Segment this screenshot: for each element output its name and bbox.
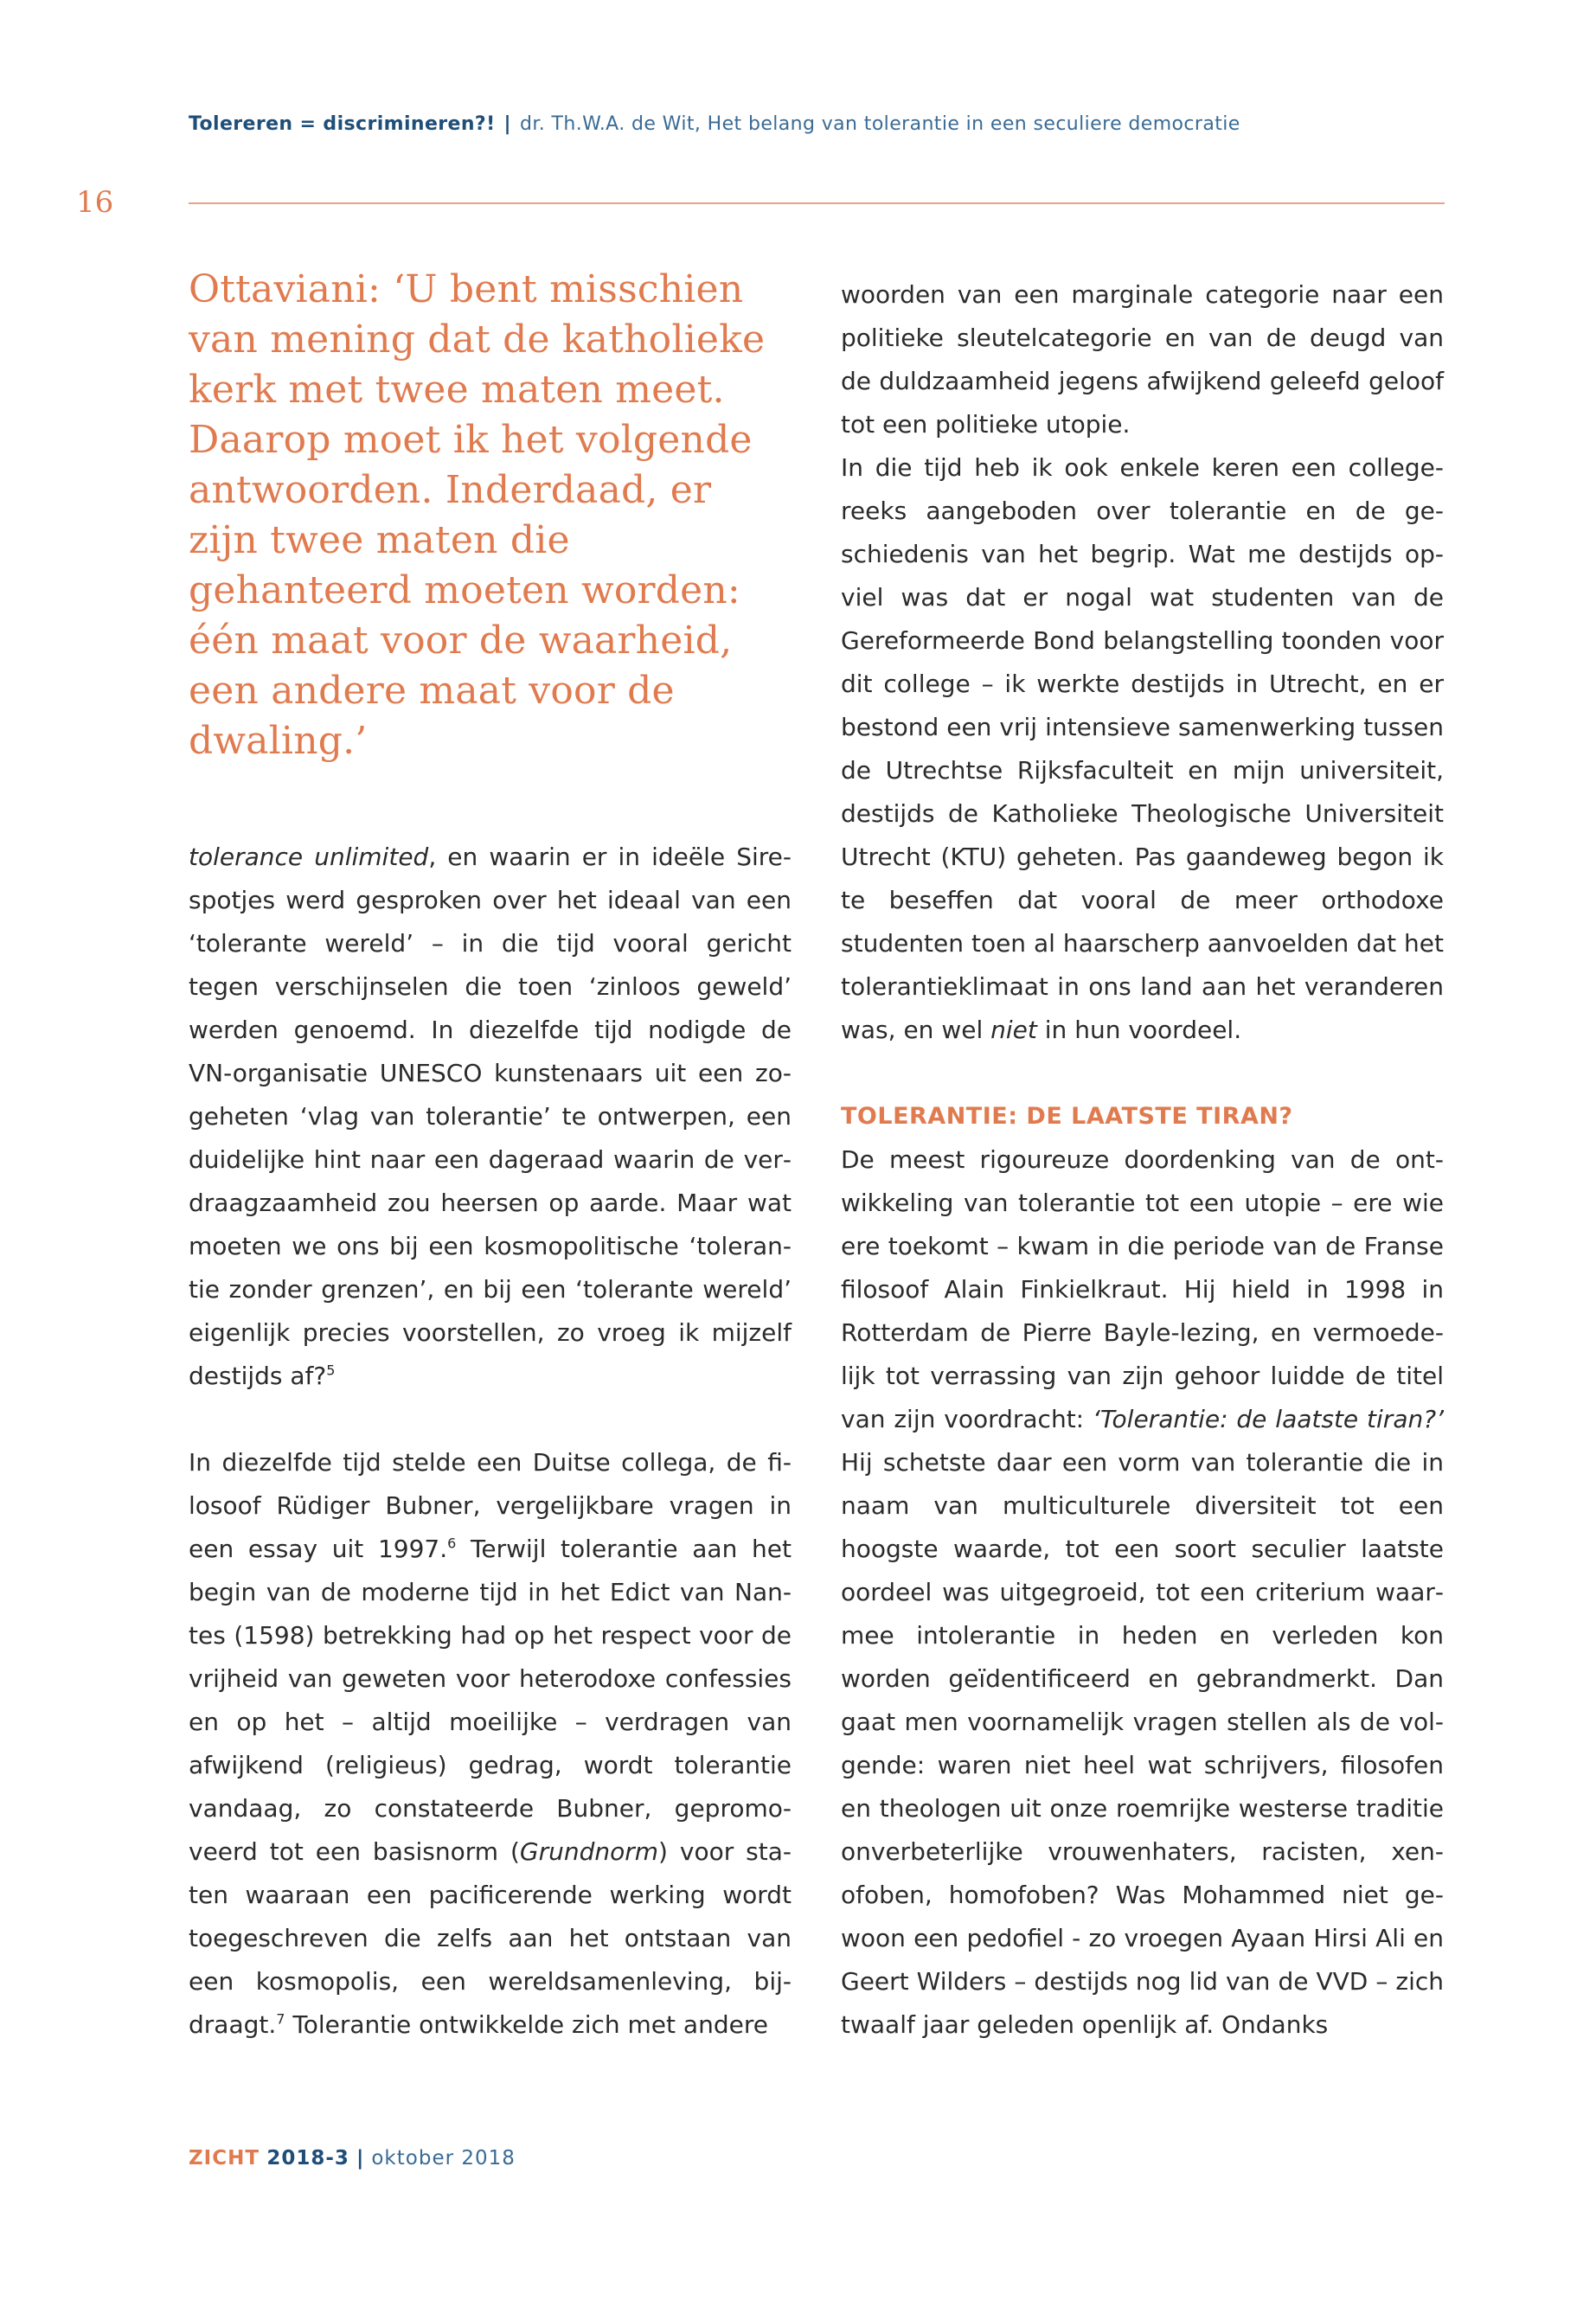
- paragraph-gap: [841, 1052, 1444, 1095]
- footnote-ref-6: 6: [447, 1535, 457, 1552]
- right-p2-text-b: in hun voordeel.: [1036, 1016, 1242, 1044]
- right-paragraph-2: [841, 446, 1444, 1052]
- section-heading: TOLERANTIE: DE LAATSTE TIRAN?: [841, 1103, 1293, 1130]
- footer-issue: 2018-3: [266, 2147, 349, 2170]
- left-column: [189, 836, 792, 2047]
- header-separator: |: [503, 113, 511, 135]
- right-p3-text-a: De meest rigoureuze doordenking van de ontwikkeling van tolerantie tot een utopie – ere wie ere toekomt – kwam in die periode van de Franse filosoof Alain Finkielkraut. Hij hield in 1998 in Rotterdam de Pierre Bayle-lezing, en vermoedelijk tot verrassing van zijn gehoor luidde de titel van zijn voordracht:: [841, 1145, 1444, 1433]
- footer-brand: ZICHT: [189, 2147, 260, 2170]
- left-paragraph-2: [189, 1441, 792, 2047]
- footnote-ref-7: 7: [276, 2010, 285, 2028]
- italic-grundnorm: Grundnorm: [519, 1837, 659, 1866]
- paragraph-gap: [189, 1398, 792, 1441]
- left-paragraph-1: [189, 836, 792, 1398]
- right-column: [841, 273, 1444, 2047]
- page-number: 16: [76, 185, 114, 220]
- left-p1-text: , en waarin er in ideële Sire-spotjes werd gesproken over het ideaal van een ‘tolerante wereld’ – in die tijd vooral gericht tegen verschijnselen die toen ‘zinloos geweld’ werden genoemd. In diezelfde tijd nodigde de VN-organisatie UNESCO kunstenaars uit een zogeheten ‘vlag van tolerantie’ te ontwerpen, een duidelijke hint naar een dageraad waarin de verdraagzaamheid zou heersen op aarde. Maar wat moeten we ons bij een kosmopolitische ‘tolerantie zonder grenzen’, en bij een ‘tolerante wereld’ eigenlijk precies voorstellen, zo vroeg ik mijzelf destijds af?: [189, 843, 792, 1390]
- italic-niet: niet: [990, 1016, 1037, 1044]
- italic-lecture-title: ‘Tolerantie: de laatste tiran?’: [1093, 1405, 1444, 1433]
- footnote-ref-5: 5: [326, 1362, 336, 1379]
- italic-term: tolerance unlimited: [189, 843, 429, 871]
- footer-separator: |: [356, 2147, 365, 2170]
- left-p2-text-c: ) voor staten waaraan een pacificerende werking wordt toegeschreven die zelfs aan het ontstaan van een kosmopolis, een wereldsamenleving, bijdraagt.: [189, 1837, 792, 2039]
- header-rule: [189, 202, 1445, 204]
- pull-quote: Ottaviani: ‘U bent misschien van mening dat de katholieke kerk met twee maten meet. Daarop moet ik het volgende antwoorden. Inderdaad, er zijn twee maten die gehanteerd moeten worden: één maat voor de waarheid, een andere maat voor de dwaling.’: [189, 267, 766, 763]
- left-p2-text-d: Tolerantie ontwikkelde zich met andere: [285, 2010, 768, 2039]
- right-paragraph-3: [841, 1138, 1444, 2047]
- left-p2-text-a: In diezelfde tijd stelde een Duitse collega, de filosoof Rüdiger Bubner, vergelijkbare vragen in een essay uit 1997.: [189, 1448, 792, 1563]
- header-author-title: dr. Th.W.A. de Wit, Het belang van tolerantie in een seculiere democratie: [519, 113, 1240, 135]
- right-p3-text-b: Hij schetste daar een vorm van tolerantie die in naam van multiculturele diversiteit tot een hoogste waarde, tot een soort seculier laatste oordeel was uitgegroeid, tot een criterium waarmee intolerantie in heden en verleden kon worden geïdentificeerd en gebrandmerkt. Dan gaat men voornamelijk vragen stellen als de volgende: waren niet heel wat schrijvers, filosofen en theologen uit onze roemrijke westerse traditie onverbeterlijke vrouwenhaters, racisten, xenofoben, homofoben? Was Mohammed niet gewoon een pedofiel - zo vroegen Ayaan Hirsi Ali en Geert Wilders – destijds nog lid van de VVD – zich twaalf jaar geleden openlijk af. Ondanks: [841, 1448, 1444, 2039]
- right-paragraph-1: woorden van een marginale categorie naar een politieke sleutelcategorie en van de deugd van de duldzaamheid jegens afwijkend geleefd geloof tot een politieke utopie.: [841, 280, 1444, 439]
- running-header: [189, 113, 1452, 135]
- right-p2-text-a: In die tijd heb ik ook enkele keren een collegereeks aangeboden over tolerantie en de geschiedenis van het begrip. Wat me destijds opviel was dat er nogal wat studenten van de Gereformeerde Bond belangstelling toonden voor dit college – ik werkte destijds in Utrecht, en er bestond een vrij intensieve samenwerking tussen de Utrechtse Rijksfaculteit en mijn universiteit, destijds de Katholieke Theologische Universiteit Utrecht (KTU) geheten. Pas gaandeweg begon ik te beseffen dat vooral de meer orthodoxe studenten toen al haarscherp aanvoelden dat het tolerantieklimaat in ons land aan het veranderen was, en wel: [841, 453, 1444, 1044]
- left-p2-text-b: Terwijl tolerantie aan het begin van de moderne tijd in het Edict van Nantes (1598) betrekking had op het respect voor de vrijheid van geweten voor heterodoxe confessies en op het – altijd moeilijke – verdragen van afwijkend (religieus) gedrag, wordt tolerantie vandaag, zo constateerde Bubner, gepromoveerd tot een basisnorm (: [189, 1535, 792, 1866]
- header-series-title: Tolereren = discrimineren?!: [189, 113, 496, 135]
- page-footer: [189, 2147, 516, 2170]
- footer-date: oktober 2018: [371, 2147, 516, 2170]
